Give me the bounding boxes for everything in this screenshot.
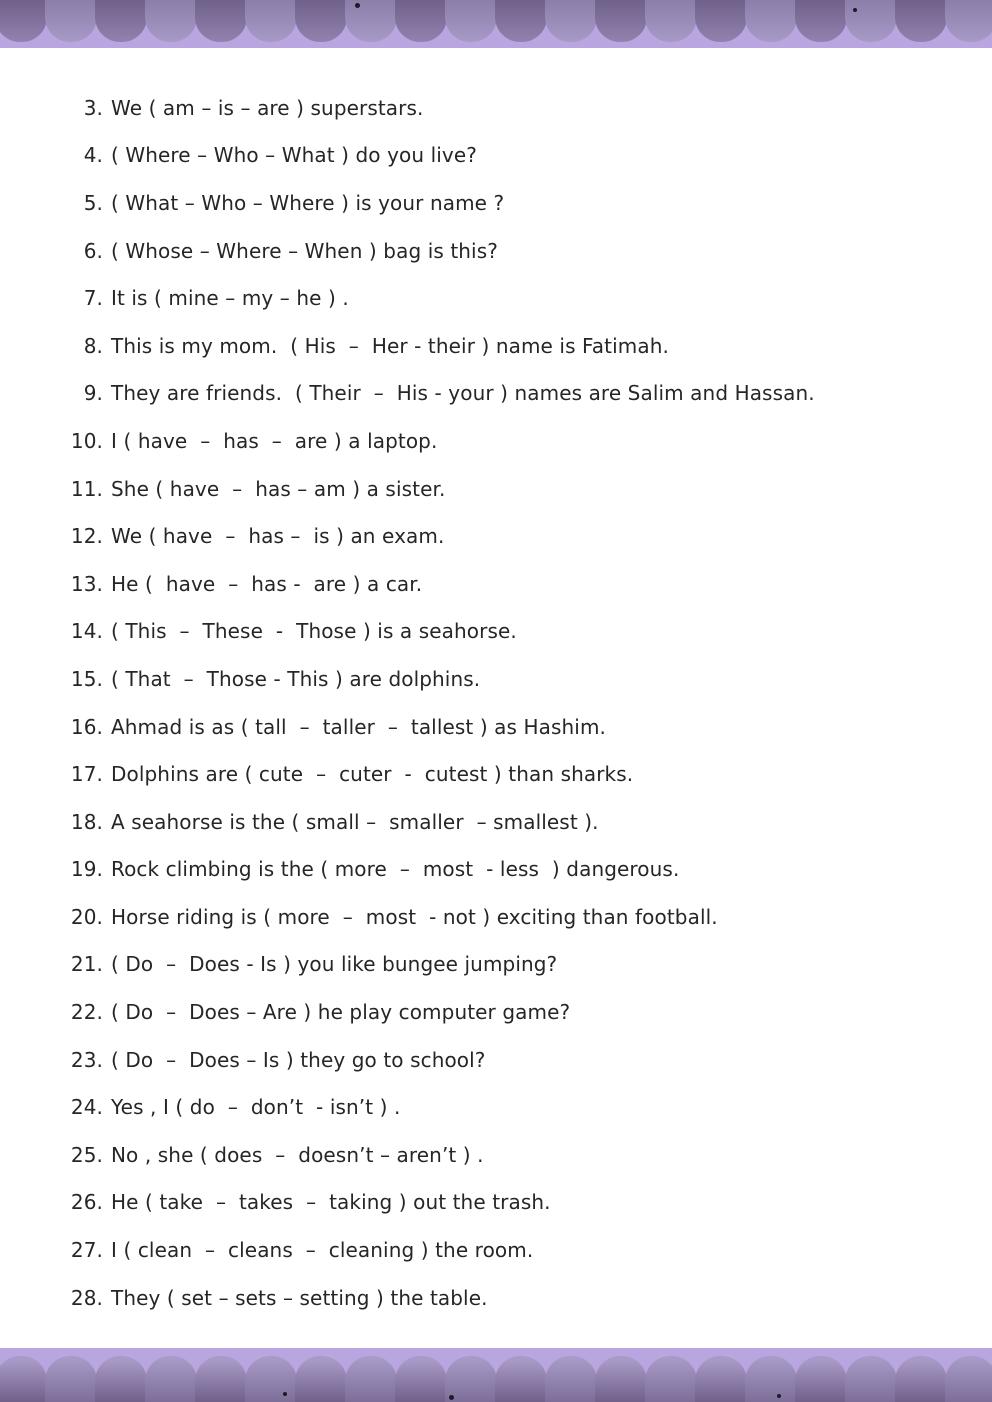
question-number: 24. bbox=[70, 1095, 103, 1120]
question-row bbox=[55, 798, 972, 846]
arch-shape bbox=[95, 0, 147, 42]
question-text: We ( have – has – is ) an exam. bbox=[111, 524, 445, 549]
arch-shape bbox=[595, 0, 647, 42]
arch-shape bbox=[795, 0, 847, 42]
arch-shape bbox=[395, 0, 447, 42]
top-scallop-border bbox=[0, 0, 992, 48]
question-row bbox=[55, 1083, 972, 1131]
question-text: ( This – These - Those ) is a seahorse. bbox=[111, 619, 517, 644]
question-row bbox=[55, 417, 972, 465]
arch-shape bbox=[95, 1356, 147, 1402]
arch-shape bbox=[545, 1356, 597, 1402]
question-text: I ( have – has – are ) a laptop. bbox=[111, 428, 438, 453]
question-text: A seahorse is the ( small – smaller – smallest ). bbox=[111, 809, 599, 834]
arch-shape bbox=[795, 1356, 847, 1402]
arch-shape bbox=[245, 0, 297, 42]
arch-shape bbox=[545, 0, 597, 42]
question-number: 3. bbox=[83, 95, 103, 120]
question-text: ( What – Who – Where ) is your name ? bbox=[111, 190, 505, 215]
arch-shape bbox=[845, 1356, 897, 1402]
question-row bbox=[55, 465, 972, 513]
question-number: 9. bbox=[83, 381, 103, 406]
question-text: ( That – Those - This ) are dolphins. bbox=[111, 666, 481, 691]
question-number: 21. bbox=[70, 952, 103, 977]
question-row bbox=[55, 370, 972, 418]
arch-shape bbox=[845, 0, 897, 42]
question-row bbox=[55, 227, 972, 275]
question-row bbox=[55, 846, 972, 894]
question-text: He ( take – takes – taking ) out the trash. bbox=[111, 1190, 551, 1215]
question-row bbox=[55, 179, 972, 227]
arch-shape bbox=[695, 1356, 747, 1402]
question-text: This is my mom. ( His – Her - their ) name is Fatimah. bbox=[111, 333, 669, 358]
question-number: 18. bbox=[70, 809, 103, 834]
question-text: We ( am – is – are ) superstars. bbox=[111, 95, 424, 120]
question-number: 27. bbox=[70, 1238, 103, 1263]
arch-shape bbox=[745, 0, 797, 42]
arch-shape bbox=[895, 1356, 947, 1402]
arch-shape bbox=[495, 0, 547, 42]
question-row bbox=[55, 655, 972, 703]
arch-shape bbox=[0, 1356, 47, 1402]
question-row bbox=[55, 608, 972, 656]
arch-shape bbox=[645, 0, 697, 42]
question-text: They are friends. ( Their – His - your ) names are Salim and Hassan. bbox=[111, 381, 815, 406]
arch-shape bbox=[645, 1356, 697, 1402]
top-arches bbox=[0, 0, 992, 42]
bottom-scallop-border bbox=[0, 1348, 992, 1402]
question-number: 20. bbox=[70, 904, 103, 929]
question-row bbox=[55, 512, 972, 560]
arch-shape bbox=[945, 0, 992, 42]
question-row bbox=[55, 941, 972, 989]
question-text: ( Do – Does – Are ) he play computer game? bbox=[111, 1000, 571, 1025]
question-number: 22. bbox=[70, 1000, 103, 1025]
question-text: They ( set – sets – setting ) the table. bbox=[111, 1285, 488, 1310]
question-number: 15. bbox=[70, 666, 103, 691]
question-row bbox=[55, 1036, 972, 1084]
question-number: 19. bbox=[70, 857, 103, 882]
question-text: Dolphins are ( cute – cuter - cutest ) than sharks. bbox=[111, 762, 634, 787]
question-number: 17. bbox=[70, 762, 103, 787]
arch-shape bbox=[345, 1356, 397, 1402]
arch-shape bbox=[195, 1356, 247, 1402]
question-number: 7. bbox=[83, 286, 103, 311]
arch-shape bbox=[345, 0, 397, 42]
arch-shape bbox=[295, 1356, 347, 1402]
question-row bbox=[55, 132, 972, 180]
question-row bbox=[55, 560, 972, 608]
question-text: I ( clean – cleans – cleaning ) the room. bbox=[111, 1238, 534, 1263]
ink-speck bbox=[777, 1394, 781, 1398]
question-text: ( Where – Who – What ) do you live? bbox=[111, 143, 477, 168]
question-number: 5. bbox=[83, 190, 103, 215]
question-row bbox=[55, 893, 972, 941]
question-number: 6. bbox=[83, 238, 103, 263]
question-text: Yes , I ( do – don’t - isn’t ) . bbox=[111, 1095, 401, 1120]
question-number: 4. bbox=[83, 143, 103, 168]
question-number: 14. bbox=[70, 619, 103, 644]
ink-speck bbox=[853, 8, 857, 12]
question-number: 23. bbox=[70, 1047, 103, 1072]
question-text: ( Do – Does - Is ) you like bungee jumping? bbox=[111, 952, 558, 977]
question-number: 13. bbox=[70, 571, 103, 596]
question-number: 26. bbox=[70, 1190, 103, 1215]
question-number: 8. bbox=[83, 333, 103, 358]
arch-shape bbox=[195, 0, 247, 42]
arch-shape bbox=[145, 0, 197, 42]
worksheet-body bbox=[0, 48, 992, 1321]
arch-shape bbox=[45, 1356, 97, 1402]
question-number: 25. bbox=[70, 1142, 103, 1167]
arch-shape bbox=[745, 1356, 797, 1402]
ink-speck bbox=[283, 1392, 287, 1396]
question-number: 12. bbox=[70, 524, 103, 549]
question-row bbox=[55, 274, 972, 322]
question-row bbox=[55, 1131, 972, 1179]
question-text: Rock climbing is the ( more – most - less ) dangerous. bbox=[111, 857, 680, 882]
arch-shape bbox=[945, 1356, 992, 1402]
question-row bbox=[55, 750, 972, 798]
question-text: Ahmad is as ( tall – taller – tallest ) as Hashim. bbox=[111, 714, 606, 739]
bottom-arches bbox=[0, 1356, 992, 1402]
question-text: ( Whose – Where – When ) bag is this? bbox=[111, 238, 498, 263]
question-row bbox=[55, 1179, 972, 1227]
question-row bbox=[55, 84, 972, 132]
question-number: 10. bbox=[70, 428, 103, 453]
arch-shape bbox=[395, 1356, 447, 1402]
question-number: 28. bbox=[70, 1285, 103, 1310]
question-row bbox=[55, 703, 972, 751]
question-text: She ( have – has – am ) a sister. bbox=[111, 476, 446, 501]
question-text: Horse riding is ( more – most - not ) exciting than football. bbox=[111, 904, 718, 929]
question-row bbox=[55, 988, 972, 1036]
arch-shape bbox=[295, 0, 347, 42]
arch-shape bbox=[145, 1356, 197, 1402]
arch-shape bbox=[0, 0, 47, 42]
arch-shape bbox=[245, 1356, 297, 1402]
arch-shape bbox=[445, 0, 497, 42]
arch-shape bbox=[695, 0, 747, 42]
arch-shape bbox=[45, 0, 97, 42]
question-row bbox=[55, 1226, 972, 1274]
ink-speck bbox=[449, 1395, 454, 1400]
question-row bbox=[55, 1274, 972, 1322]
question-text: He ( have – has - are ) a car. bbox=[111, 571, 423, 596]
question-number: 16. bbox=[70, 714, 103, 739]
arch-shape bbox=[495, 1356, 547, 1402]
question-text: ( Do – Does – Is ) they go to school? bbox=[111, 1047, 486, 1072]
arch-shape bbox=[595, 1356, 647, 1402]
question-text: No , she ( does – doesn’t – aren’t ) . bbox=[111, 1142, 484, 1167]
ink-speck bbox=[355, 3, 360, 8]
question-row bbox=[55, 322, 972, 370]
question-text: It is ( mine – my – he ) . bbox=[111, 286, 349, 311]
arch-shape bbox=[895, 0, 947, 42]
question-number: 11. bbox=[70, 476, 103, 501]
